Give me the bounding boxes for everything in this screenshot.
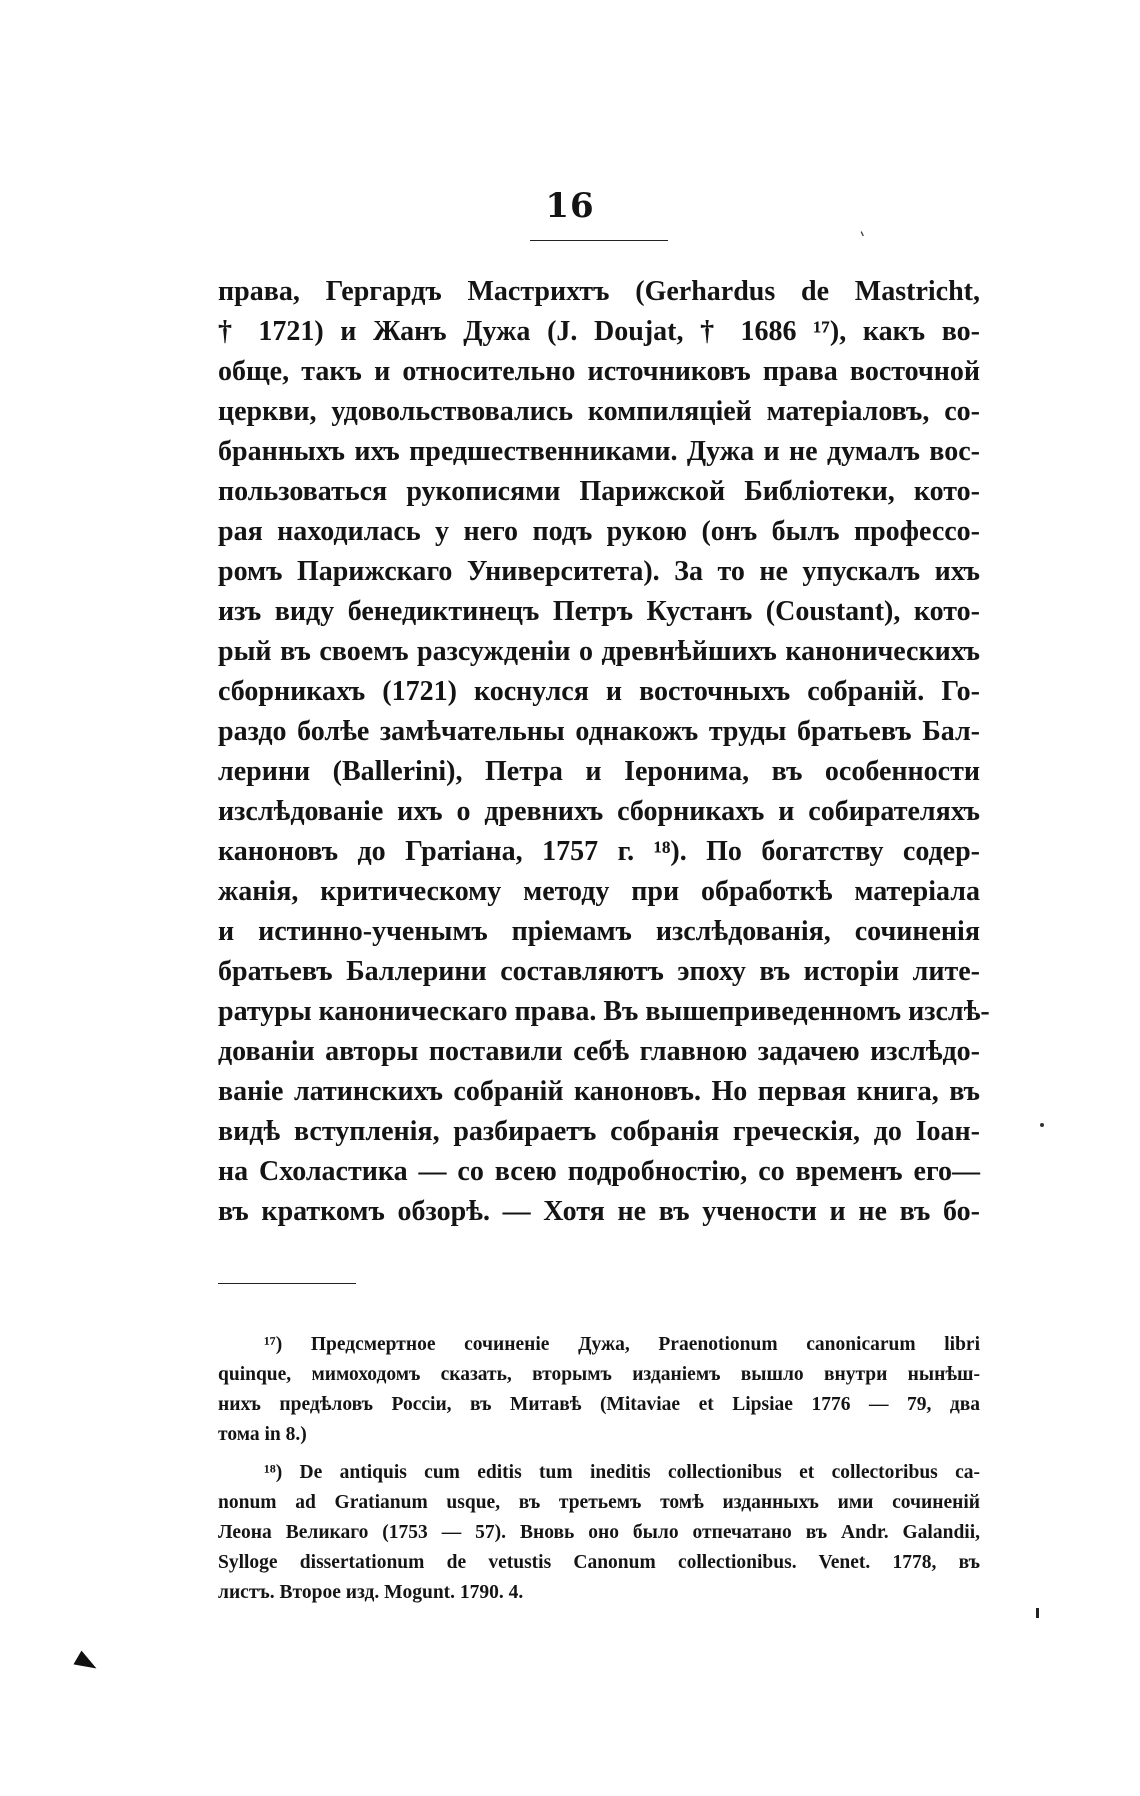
text-line: † 1721) и Жанъ Дужа (J. Doujat, † 1686 ¹⁷), какъ во- bbox=[218, 316, 980, 347]
scan-dot bbox=[1040, 1123, 1044, 1127]
text-line: рая находилась у него подъ рукою (онъ былъ профессо- bbox=[218, 516, 980, 547]
footnote-line: Sylloge dissertationum de vetustis Canonum collectionibus. Venet. 1778, въ bbox=[218, 1552, 980, 1573]
text-line: братьевъ Баллерини составляютъ эпоху въ исторіи лите- bbox=[218, 956, 980, 987]
footnote-line: Леона Великаго (1753 — 57). Вновь оно было отпечатано въ Andr. Galandii, bbox=[218, 1522, 980, 1543]
text-line: на Схоластика — со всею подробностію, со временъ его— bbox=[218, 1156, 980, 1187]
footnote-line: nonum ad Gratianum usque, въ третьемъ томѣ изданныхъ ими сочиненій bbox=[218, 1492, 980, 1513]
text-line: пользоваться рукописями Парижской Библіотеки, кото- bbox=[218, 476, 980, 507]
footnotes bbox=[218, 1330, 980, 1608]
text-line: церкви, удовольствовались компиляціей матеріаловъ, со- bbox=[218, 396, 980, 427]
footnote-line: quinque, мимоходомъ сказать, вторымъ изданіемъ вышло внутри нынѣш- bbox=[218, 1364, 980, 1385]
text-line: бранныхъ ихъ предшественниками. Дужа и не думалъ вос- bbox=[218, 436, 980, 467]
main-text bbox=[218, 272, 990, 1232]
text-line: ромъ Парижскаго Университета). За то не упускалъ ихъ bbox=[218, 556, 980, 587]
footnote-line: листъ. Второе изд. Mogunt. 1790. 4. bbox=[218, 1582, 524, 1603]
text-line: изслѣдованіе ихъ о древнихъ сборникахъ и собирателяхъ bbox=[218, 796, 980, 827]
footnote-18 bbox=[218, 1458, 980, 1608]
text-line: сборникахъ (1721) коснулся и восточныхъ собраній. Го- bbox=[218, 676, 980, 707]
page-number: 16 bbox=[545, 186, 595, 226]
header-rule bbox=[530, 240, 668, 241]
footnote-line: нихъ предѣловъ Россіи, въ Митавѣ (Mitaviae et Lipsiae 1776 — 79, два bbox=[218, 1394, 980, 1415]
footnote-17 bbox=[218, 1330, 980, 1450]
text-line: ратуры каноническаго права. Въ вышеприведенномъ изслѣ- bbox=[218, 996, 990, 1027]
text-line: дованіи авторы поставили себѣ главною задачею изслѣдо- bbox=[218, 1036, 980, 1067]
footnote-line: тома in 8.) bbox=[218, 1424, 307, 1445]
text-line: лерини (Ballerini), Петра и Іеронима, въ особенности bbox=[218, 756, 980, 787]
text-line: обще, такъ и относительно источниковъ права восточной bbox=[218, 356, 980, 387]
text-line: видѣ вступленія, разбираетъ собранія греческія, до Іоан- bbox=[218, 1116, 980, 1147]
text-line: въ краткомъ обзорѣ. — Хотя не въ учености и не въ бо- bbox=[218, 1196, 980, 1227]
text-line: раздо болѣе замѣчательны однакожъ труды братьевъ Бал- bbox=[218, 716, 980, 747]
text-line: изъ виду бенедиктинецъ Петръ Кустанъ (Coustant), кото- bbox=[218, 596, 980, 627]
stray-mark: ' bbox=[857, 227, 872, 250]
text-line: и истинно-ученымъ пріемамъ изслѣдованія, сочиненія bbox=[218, 916, 980, 947]
text-line: ваніе латинскихъ собраній каноновъ. Но первая книга, въ bbox=[218, 1076, 980, 1107]
footnote-line: ¹⁸) De antiquis cum editis tum ineditis collectionibus et collectoribus ca- bbox=[264, 1462, 980, 1483]
text-line: рый въ своемъ разсужденіи о древнѣйшихъ каноническихъ bbox=[218, 636, 980, 667]
footnote-line: ¹⁷) Предсмертное сочиненіе Дужа, Praenotionum canonicarum libri bbox=[264, 1334, 980, 1355]
text-line: каноновъ до Гратіана, 1757 г. ¹⁸). По богатству содер- bbox=[218, 836, 980, 867]
scan-mark-right bbox=[1036, 1608, 1039, 1618]
text-line: права, Гергардъ Мастрихтъ (Gerhardus de Mastricht, bbox=[218, 276, 980, 307]
footnote-rule bbox=[218, 1283, 356, 1284]
text-line: жанія, критическому методу при обработкѣ матеріала bbox=[218, 876, 980, 907]
scan-mark-left bbox=[73, 1651, 100, 1676]
